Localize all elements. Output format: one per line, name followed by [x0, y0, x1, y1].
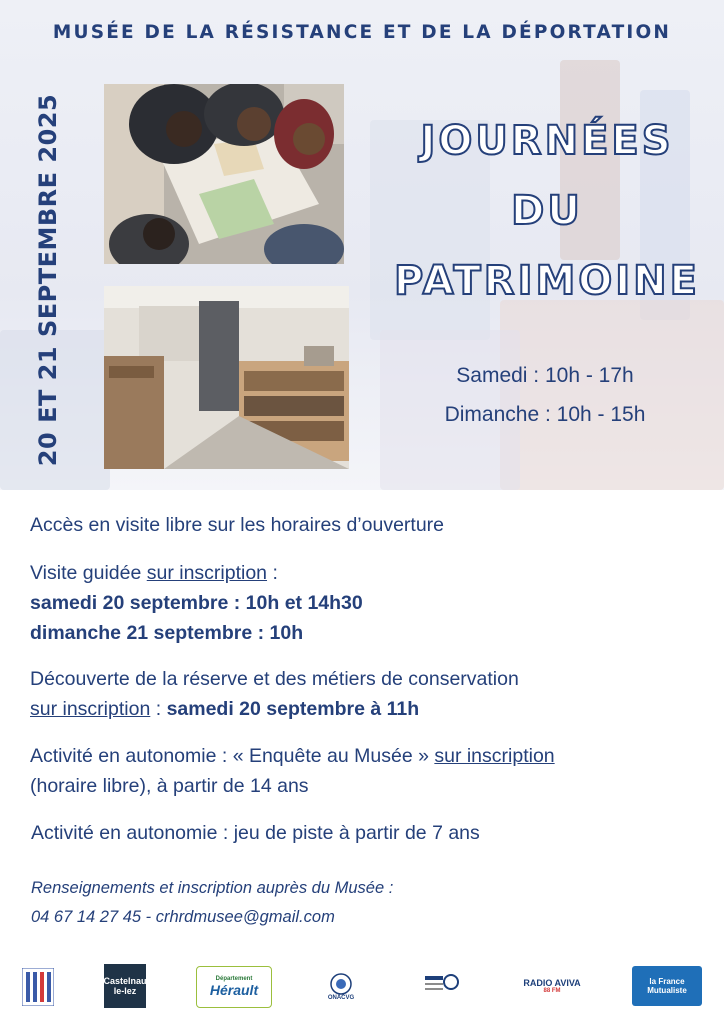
guided-visit-label: Visite guidée [30, 562, 147, 584]
guided-visit-line [30, 558, 710, 588]
contact-block [31, 874, 393, 932]
france-mutualiste-text: la France Mutualiste [647, 977, 687, 995]
herault-logo [196, 966, 272, 1008]
onacvg-logo-text: ONACVG [327, 995, 355, 1001]
reserve-separator: : [150, 698, 167, 720]
reserve-block [30, 664, 710, 724]
contact-heading: Renseignements et inscription auprès du Musée : [31, 879, 394, 897]
event-title-line-1: JOURNÉES [420, 118, 674, 164]
academy-logo [425, 970, 459, 1000]
guided-visit-colon: : [267, 562, 278, 584]
photo-storage-room [104, 286, 349, 469]
enquete-block [30, 741, 710, 801]
contact-details: 04 67 14 27 45 - crhrdmusee@gmail.com [31, 908, 335, 926]
france-mutualiste-logo [632, 966, 702, 1006]
radio-aviva-sub: 88 FM [543, 988, 561, 994]
partner-logos [0, 962, 724, 1012]
hours-sunday: Dimanche : 10h - 15h [444, 403, 646, 426]
radio-aviva-logo [518, 972, 586, 1000]
event-title-line-3: PATRIMOINE [394, 258, 700, 304]
photo-map-workshop [104, 84, 344, 264]
guided-visit-block [30, 558, 710, 648]
museum-title: MUSÉE DE LA RÉSISTANCE ET DE LA DÉPORTATION [52, 22, 672, 43]
guided-visit-registration-link[interactable]: sur inscription [146, 562, 268, 584]
photo-storage-room-image [104, 286, 349, 469]
herault-logo-top: Département [215, 976, 253, 982]
castelnau-logo-text: Castelnau le-lez [103, 976, 147, 996]
background-shape [500, 300, 724, 490]
free-visit-text: Accès en visite libre sur les horaires d’ouverture [30, 514, 445, 536]
enquete-label: Activité en autonomie : « Enquête au Musée » [30, 745, 435, 767]
reserve-registration-link[interactable]: sur inscription [30, 698, 151, 720]
onacvg-emblem-icon [330, 973, 352, 995]
castelnau-logo [104, 964, 146, 1008]
hours-saturday: Samedi : 10h - 17h [456, 364, 634, 387]
event-dates: 20 ET 21 SEPTEMBRE 2025 [34, 93, 62, 467]
event-title-line-2: DU [511, 188, 583, 234]
reserve-date: samedi 20 septembre à 11h [166, 698, 420, 720]
reserve-line: Découverte de la réserve et des métiers de conservation [30, 668, 519, 690]
guided-visit-sunday: dimanche 21 septembre : 10h [30, 622, 304, 644]
guided-visit-saturday: samedi 20 septembre : 10h et 14h30 [30, 592, 363, 614]
photo-map-workshop-image [104, 84, 344, 264]
onacvg-logo [325, 966, 357, 1008]
herault-logo-text: Hérault [209, 982, 259, 998]
museum-logo [22, 968, 54, 1006]
piste-text: Activité en autonomie : jeu de piste à partir de 7 ans [31, 822, 480, 844]
enquete-details: (horaire libre), à partir de 14 ans [30, 775, 309, 797]
enquete-registration-link[interactable]: sur inscription [434, 745, 555, 767]
radio-aviva-text: RADIO AVIVA [523, 978, 581, 988]
